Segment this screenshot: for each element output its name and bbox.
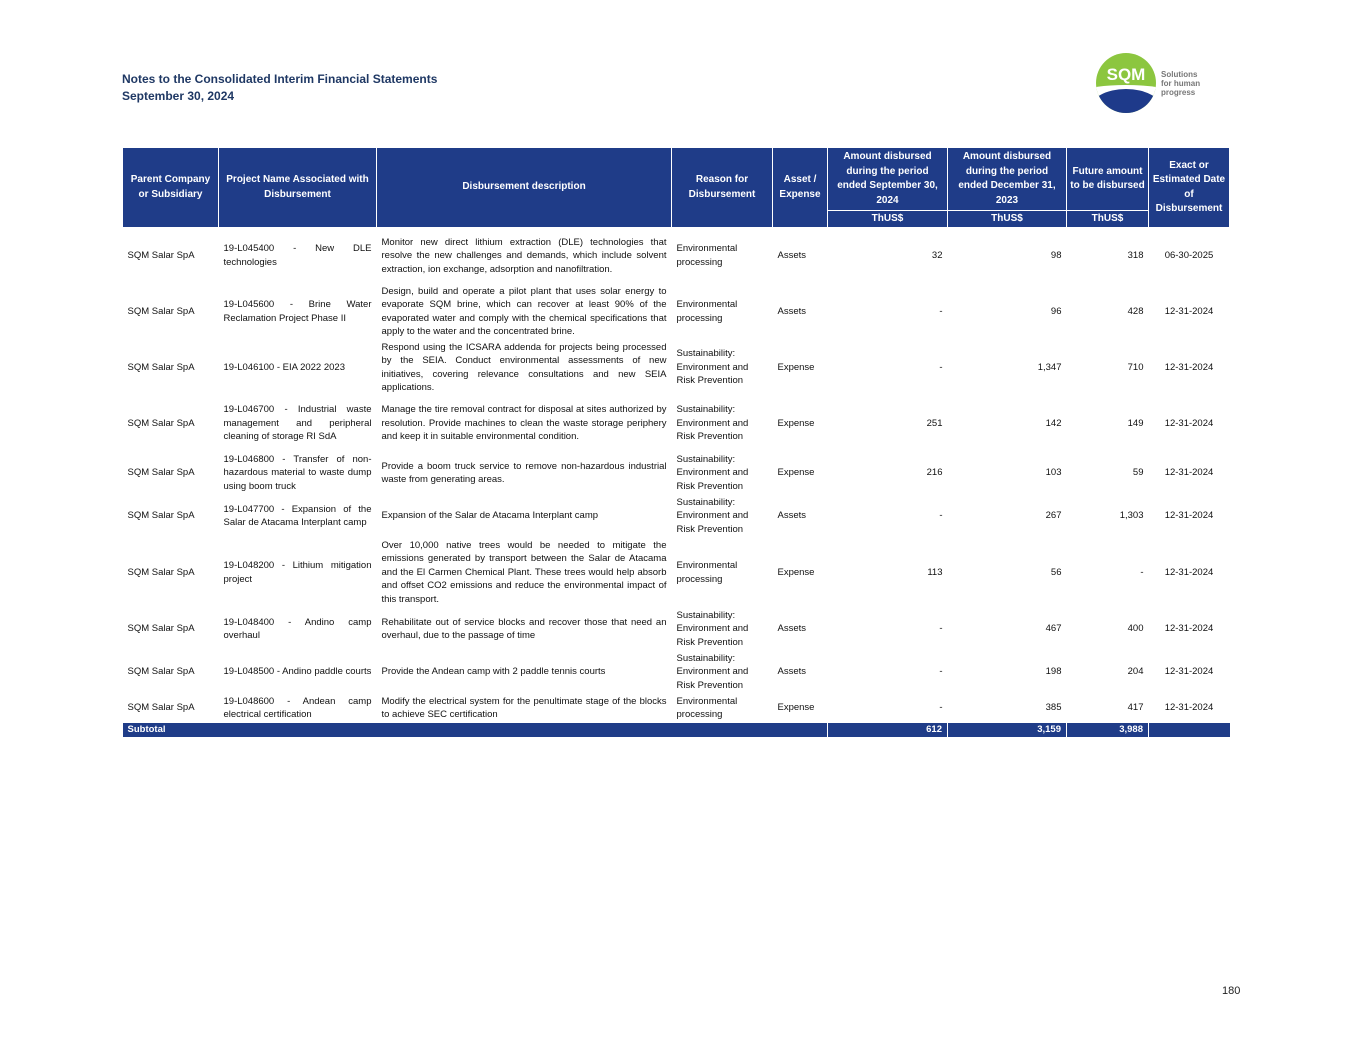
cell-description: Expansion of the Salar de Atacama Interplant camp [381, 510, 599, 522]
table-row [123, 228, 1230, 284]
cell-company: SQM Salar SpA [127, 467, 195, 479]
col-header-company: Parent Company or Subsidiary [123, 148, 219, 228]
cell-company: SQM Salar SpA [127, 250, 195, 261]
cell-date: 06-30-2025 [1164, 250, 1214, 261]
cell-type: Expense [777, 361, 815, 373]
table-row [123, 284, 1230, 340]
table-row [123, 608, 1230, 651]
cell-date: 12-31-2024 [1164, 467, 1214, 479]
cell-amount-2023: 1,347 [1037, 361, 1062, 373]
cell-type: Assets [777, 305, 807, 317]
cell-description: Over 10,000 native trees would be needed to mitigate the emissions generated by transport between the Salar de Atacama and the El Carmen Chemical Plant. These trees would help absorb and offset CO2 emissions and reduce the environmental impact of this transport. [381, 539, 667, 605]
table-row [123, 396, 1230, 452]
cell-amount-2024: 32 [931, 250, 943, 261]
cell-reason: Sustainability: Environment and Risk Prevention [676, 496, 749, 535]
col-header-amount-2024: Amount disbursed during the period ended September 30, 2024 [828, 148, 948, 211]
col-header-reason: Reason for Disbursement [672, 148, 773, 228]
cell-company: SQM Salar SpA [127, 361, 195, 373]
subtotal-date-blank [1149, 723, 1230, 737]
table-row [123, 538, 1230, 608]
logo-tagline: Solutions for human progress [1161, 70, 1201, 97]
cell-future: - [1140, 566, 1144, 578]
cell-company: SQM Salar SpA [127, 702, 195, 714]
cell-amount-2024: - [939, 666, 943, 678]
cell-future: 1,303 [1119, 510, 1144, 522]
cell-amount-2023: 198 [1045, 666, 1062, 678]
table-row [123, 651, 1230, 694]
cell-company: SQM Salar SpA [127, 510, 195, 522]
cell-project: 19-L046700 - Industrial waste management and peripheral cleaning of storage RI SdA [223, 404, 372, 443]
cell-future: 400 [1127, 623, 1144, 635]
cell-amount-2024: 216 [926, 467, 943, 479]
cell-future: 59 [1132, 467, 1144, 479]
subtotal-label: Subtotal [123, 723, 828, 737]
cell-date: 12-31-2024 [1164, 305, 1214, 317]
cell-type: Assets [777, 250, 807, 261]
subtotal-row [123, 723, 1230, 737]
cell-description: Provide a boom truck service to remove non-hazardous industrial waste from generating areas. [381, 460, 667, 485]
cell-description: Modify the electrical system for the penultimate stage of the blocks to achieve SEC certification [381, 695, 667, 720]
cell-description: Design, build and operate a pilot plant that uses solar energy to evaporate SQM brine, which can recover at least 90% of the evaporated water and comply with the chemical specifications that apply to the water and the concentrated brine. [381, 285, 667, 337]
cell-description: Manage the tire removal contract for disposal at sites authorized by resolution. Provide machines to clean the waste storage periphery and keep it in suitable environmental condition. [381, 404, 667, 443]
cell-amount-2023: 96 [1050, 305, 1062, 317]
col-header-date: Exact or Estimated Date of Disbursement [1149, 148, 1230, 228]
table-row [123, 694, 1230, 723]
cell-future: 204 [1127, 666, 1144, 678]
cell-company: SQM Salar SpA [127, 417, 195, 429]
col-header-amount-2023: Amount disbursed during the period ended December 31, 2023 [948, 148, 1067, 211]
cell-project: 19-L048200 - Lithium mitigation project [223, 560, 372, 585]
subtotal-amount-2023: 3,159 [948, 723, 1067, 737]
cell-company: SQM Salar SpA [127, 666, 195, 678]
logo-text: SQM [1106, 65, 1146, 84]
cell-amount-2023: 56 [1050, 566, 1062, 578]
cell-project: 19-L048400 - Andino camp overhaul [223, 616, 372, 641]
cell-reason: Sustainability: Environment and Risk Prevention [676, 652, 749, 691]
disbursement-table [122, 147, 1230, 737]
cell-amount-2023: 467 [1045, 623, 1062, 635]
cell-amount-2024: - [939, 305, 943, 317]
cell-reason: Environmental processing [676, 695, 738, 720]
cell-date: 12-31-2024 [1164, 510, 1214, 522]
cell-date: 12-31-2024 [1164, 702, 1214, 714]
cell-amount-2024: 251 [926, 417, 943, 429]
cell-reason: Sustainability: Environment and Risk Prevention [676, 404, 749, 443]
table-header-row [123, 148, 1230, 211]
cell-type: Expense [777, 566, 815, 578]
col-header-project: Project Name Associated with Disbursement [219, 148, 377, 228]
cell-company: SQM Salar SpA [127, 305, 195, 317]
logo-circle-icon [1096, 53, 1156, 113]
cell-description: Rehabilitate out of service blocks and recover those that need an overhaul, due to the passage of time [381, 616, 667, 641]
cell-company: SQM Salar SpA [127, 566, 195, 578]
cell-date: 12-31-2024 [1164, 666, 1214, 678]
col-header-future: Future amount to be disbursed [1067, 148, 1149, 211]
col-header-type: Asset / Expense [773, 148, 828, 228]
document-date: September 30, 2024 [122, 89, 235, 103]
cell-date: 12-31-2024 [1164, 417, 1214, 429]
cell-amount-2024: 113 [927, 566, 943, 578]
cell-future: 149 [1127, 417, 1144, 429]
cell-project: 19-L047700 - Expansion of the Salar de Atacama Interplant camp [223, 503, 372, 528]
table-row [123, 495, 1230, 538]
cell-company: SQM Salar SpA [127, 623, 195, 635]
cell-date: 12-31-2024 [1164, 361, 1214, 373]
cell-amount-2024: - [939, 623, 943, 635]
unit-label: ThUS$ [948, 211, 1067, 228]
cell-project: 19-L045600 - Brine Water Reclamation Project Phase II [223, 299, 372, 324]
cell-date: 12-31-2024 [1164, 623, 1214, 635]
cell-type: Expense [777, 467, 815, 479]
cell-reason: Environmental processing [676, 299, 738, 324]
cell-project: 19-L048600 - Andean camp electrical certification [223, 695, 372, 720]
unit-label: ThUS$ [828, 211, 948, 228]
cell-type: Expense [777, 702, 815, 714]
cell-project: 19-L046800 - Transfer of non-hazardous material to waste dump using boom truck [223, 453, 372, 492]
cell-type: Expense [777, 417, 815, 429]
cell-future: 417 [1127, 702, 1144, 714]
cell-amount-2023: 103 [1045, 467, 1062, 479]
cell-amount-2023: 385 [1045, 702, 1062, 714]
cell-amount-2023: 267 [1045, 510, 1062, 522]
document-header [122, 71, 437, 105]
cell-type: Assets [777, 623, 807, 635]
cell-type: Assets [777, 510, 807, 522]
page-number: 180 [1222, 985, 1241, 997]
cell-reason: Sustainability: Environment and Risk Prevention [676, 348, 749, 387]
sqm-logo [1096, 53, 1216, 113]
cell-description: Monitor new direct lithium extraction (DLE) technologies that resolve the new challenges and demands, which include solvent extraction, ion exchange, adsorption and nanofiltration. [381, 236, 667, 275]
subtotal-amount-2024: 612 [828, 723, 948, 737]
cell-amount-2023: 98 [1050, 250, 1062, 261]
table-row [123, 452, 1230, 495]
table-row [123, 340, 1230, 396]
unit-label: ThUS$ [1067, 211, 1149, 228]
cell-project: 19-L045400 - New DLE technologies [223, 243, 372, 268]
cell-future: 318 [1127, 250, 1144, 261]
cell-amount-2024: - [939, 361, 943, 373]
cell-reason: Environmental processing [676, 243, 738, 268]
cell-reason: Sustainability: Environment and Risk Prevention [676, 453, 749, 492]
cell-project: 19-L048500 - Andino paddle courts [223, 666, 372, 678]
cell-amount-2024: - [939, 510, 943, 522]
cell-future: 710 [1127, 361, 1144, 373]
cell-future: 428 [1127, 305, 1144, 317]
cell-project: 19-L046100 - EIA 2022 2023 [223, 361, 345, 373]
cell-description: Provide the Andean camp with 2 paddle tennis courts [381, 666, 606, 678]
cell-amount-2023: 142 [1045, 417, 1062, 429]
cell-reason: Sustainability: Environment and Risk Prevention [676, 609, 749, 648]
cell-description: Respond using the ICSARA addenda for projects being processed by the SEIA. Conduct environmental assessments of new initiatives, covering relevance consultations and new SEIA applications. [381, 341, 667, 393]
document-title: Notes to the Consolidated Interim Financial Statements [122, 72, 438, 86]
subtotal-future: 3,988 [1067, 723, 1149, 737]
cell-amount-2024: - [939, 702, 943, 714]
col-header-description: Disbursement description [377, 148, 672, 228]
cell-reason: Environmental processing [676, 560, 738, 585]
cell-date: 12-31-2024 [1164, 566, 1214, 578]
cell-type: Assets [777, 666, 807, 678]
